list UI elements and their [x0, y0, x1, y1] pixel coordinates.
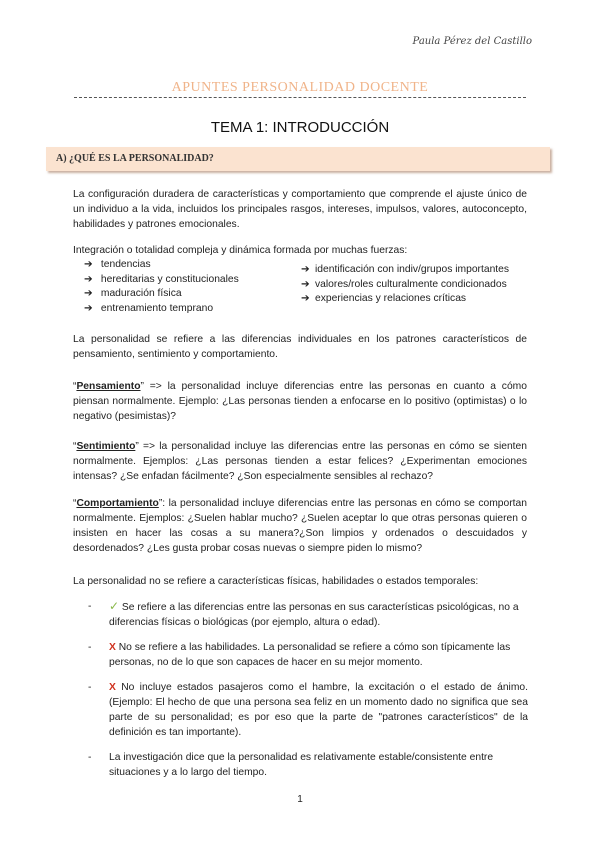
list-item: ➔ maduración física: [84, 287, 239, 302]
definition-paragraph: La configuración duradera de características y comportamiento que comprende el ajuste único de un individuo a la vida, incluidos los principales rasgos, intereses, impulsos, valores, autoconcepto, habilidades y patrones emocionales.: [73, 189, 527, 230]
pensamiento-term: Pensamiento: [76, 381, 141, 392]
list-item: - X No se refiere a las habilidades. La personalidad se refiere a cómo son típicamente las personas, no de lo que son capaces de hacer en su mejor momento.: [88, 642, 511, 668]
arrow-icon: ➔: [84, 259, 93, 270]
arrow-icon: ➔: [301, 264, 310, 275]
list-item: - ✓ Se refiere a las diferencias entre las personas en sus características psicológicas, no a diferencias físicas o biológicas (por ejemplo, altura o edad).: [88, 599, 519, 628]
forces-list-right: [301, 263, 509, 307]
page-number: 1: [297, 794, 303, 805]
list-item: ➔ identificación con indiv/grupos importantes: [301, 263, 509, 278]
list-item: ➔ entrenamiento temprano: [84, 302, 239, 317]
sentimiento-paragraph: “Sentimiento” => la personalidad incluye las diferencias entre las personas en cómo se sienten normalmente. Ejemplos: ¿Las personas tienden a estar felices? ¿Experimentan emociones intensas? ¿Se enfadan fácilmente? ¿Son especialmente sensibles al rechazo?: [73, 441, 527, 482]
list-item: - X No incluye estados pasajeros como el hambre, la excitación o el estado de ánimo. (Ejemplo: El hecho de que una persona sea feliz en un momento dado no significa que sea parte de su personalidad; es por eso que la parte de "patrones característicos" de la definición es tan importante).: [88, 682, 528, 738]
list-item: ➔ valores/roles culturalmente condicionados: [301, 278, 509, 293]
chapter-title: TEMA 1: INTRODUCCIÓN: [210, 119, 390, 136]
section-header: [46, 147, 550, 171]
individual-differences-paragraph: La personalidad se refiere a las diferencias individuales en los patrones característicos de pensamiento, sentimiento y comportamiento.: [73, 334, 527, 360]
author-name: Paula Pérez del Castillo: [412, 36, 532, 47]
arrow-icon: ➔: [301, 293, 310, 304]
check-icon: ✓: [109, 599, 120, 613]
arrow-icon: ➔: [84, 273, 93, 285]
arrow-icon: ➔: [301, 278, 310, 290]
list-item: ➔ experiencias y relaciones críticas: [301, 292, 509, 307]
list-item: - La investigación dice que la personalidad es relativamente estable/consistente entre situaciones y a lo largo del tiempo.: [88, 752, 494, 778]
document-title: APUNTES PERSONALIDAD DOCENTE: [171, 80, 429, 95]
arrow-icon: ➔: [84, 302, 93, 314]
arrow-icon: ➔: [84, 288, 93, 299]
forces-list-left: [84, 258, 239, 316]
cross-icon: X: [109, 682, 116, 693]
list-item: ➔ tendencias: [84, 258, 239, 273]
pensamiento-paragraph: “Pensamiento” => la personalidad incluye diferencias entre las personas en cuanto a cómo piensan normalmente. Ejemplo: ¿Las personas tienden a enfocarse en lo positivo (optimistas) o lo negativo (pesimistas)?: [73, 381, 527, 422]
comportamiento-term: Comportamiento: [76, 498, 159, 509]
section-header-label: A) ¿QUÉ ES LA PERSONALIDAD?: [56, 153, 214, 164]
integration-intro: Integración o totalidad compleja y dinámica formada por muchas fuerzas:: [73, 245, 408, 256]
list-item: ➔ hereditarias y constitucionales: [84, 273, 239, 288]
cross-icon: X: [109, 642, 116, 653]
not-refers-intro: La personalidad no se refiere a características físicas, habilidades o estados temporales:: [73, 576, 479, 587]
comportamiento-paragraph: “Comportamiento”: la personalidad incluye diferencias entre las personas en cómo se comportan normalmente. Ejemplos: ¿Suelen hablar mucho? ¿Suelen aceptar lo que otras personas quieren o insisten en hacer las cosas a su manera?¿Son limpios y ordenados o descuidados y desordenados? ¿Les gusta probar cosas nuevas o siempre piden lo mismo?: [73, 498, 527, 554]
sentimiento-term: Sentimiento: [76, 441, 136, 452]
characteristics-list: [88, 599, 528, 780]
title-divider: [74, 97, 526, 98]
